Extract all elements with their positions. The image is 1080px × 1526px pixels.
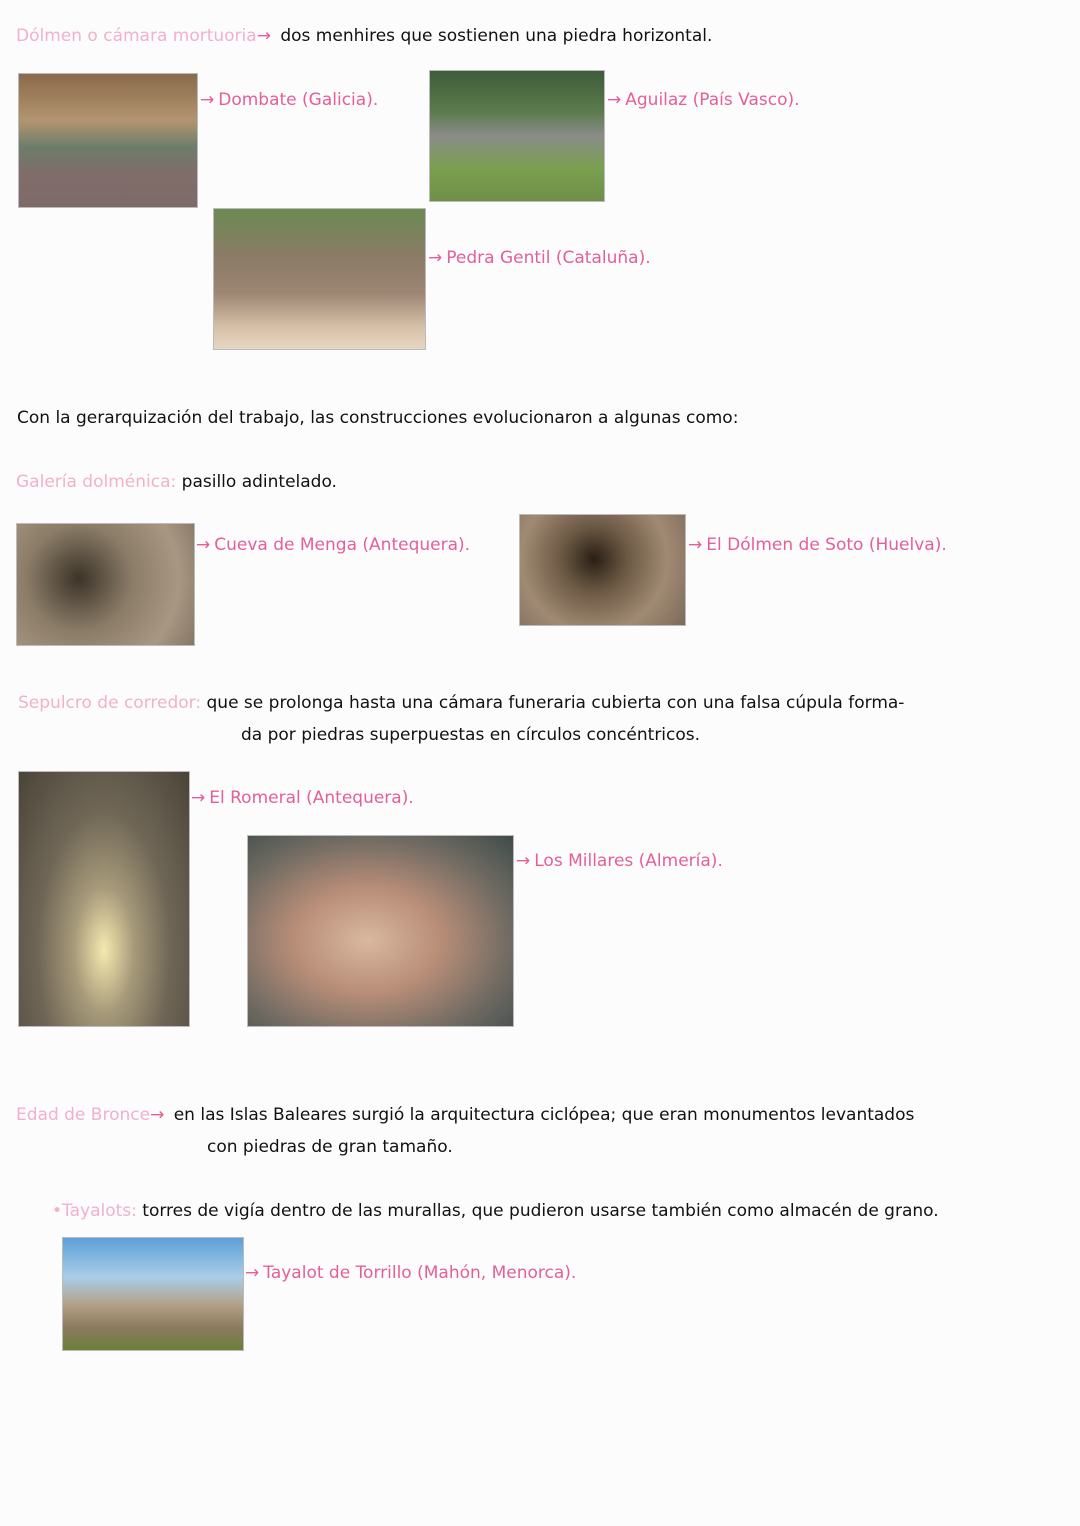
- dolmen-line: [16, 25, 712, 47]
- bronce-text-1: en las Islas Baleares surgió la arquitectura ciclópea; que eran monumentos levantados: [173, 1105, 915, 1125]
- galeria-text: pasillo adintelado.: [181, 472, 337, 492]
- bronce-text-2: con piedras de gran tamaño.: [207, 1137, 453, 1157]
- dombate-label: → Dombate (Galicia).: [200, 90, 379, 110]
- pedra-gentil-photo: [213, 208, 426, 350]
- torrillo-label: → Tayalot de Torrillo (Mahón, Menorca).: [245, 1263, 577, 1283]
- tayalots-heading: Tayalots: [62, 1201, 132, 1221]
- dolmen-text: dos menhires que sostienen una piedra horizontal.: [280, 26, 713, 46]
- romeral-photo: [18, 771, 190, 1027]
- dolmen-heading: Dólmen o cámara mortuoria: [16, 26, 257, 46]
- aguilaz-label: → Aguilaz (País Vasco).: [607, 90, 800, 110]
- arrow-icon: →: [256, 26, 271, 46]
- soto-photo: [519, 514, 686, 626]
- soto-label: → El Dólmen de Soto (Huelva).: [688, 535, 947, 555]
- torrillo-photo: [62, 1237, 244, 1351]
- menga-label: → Cueva de Menga (Antequera).: [196, 535, 471, 555]
- dombate-photo: [18, 73, 198, 208]
- tayalots-item: •Tayalots: torres de vigía dentro de las murallas, que pudieron usarse también como almacén de grano.: [52, 1201, 939, 1221]
- bullet-icon: •: [52, 1201, 63, 1221]
- bronce-heading: Edad de Bronce: [16, 1105, 151, 1125]
- sepulcro-line: Sepulcro de corredor: que se prolonga hasta una cámara funeraria cubierta con una falsa cúpula forma-: [18, 693, 905, 713]
- tayalots-text: torres de vigía dentro de las murallas, que pudieron usarse también como almacén de grano.: [142, 1201, 939, 1221]
- millares-photo: [247, 835, 514, 1027]
- romeral-label: → El Romeral (Antequera).: [191, 788, 414, 808]
- galeria-heading: Galería dolménica: [16, 472, 171, 492]
- menga-photo: [16, 523, 195, 646]
- pedra-gentil-label: → Pedra Gentil (Cataluña).: [428, 248, 651, 268]
- bronce-line: Edad de Bronce→ en las Islas Baleares surgió la arquitectura ciclópea; que eran monumentos levantados: [16, 1105, 915, 1125]
- sepulcro-text-1: que se prolonga hasta una cámara funeraria cubierta con una falsa cúpula forma-: [206, 693, 905, 713]
- aguilaz-photo: [429, 70, 605, 202]
- sepulcro-text-2: da por piedras superpuestas en círculos concéntricos.: [241, 725, 701, 745]
- millares-label: → Los Millares (Almería).: [516, 851, 723, 871]
- galeria-line: Galería dolménica: pasillo adintelado.: [16, 472, 337, 492]
- intro-text: Con la gerarquización del trabajo, las construcciones evolucionaron a algunas como:: [17, 408, 739, 428]
- sepulcro-heading: Sepulcro de corredor: [18, 693, 196, 713]
